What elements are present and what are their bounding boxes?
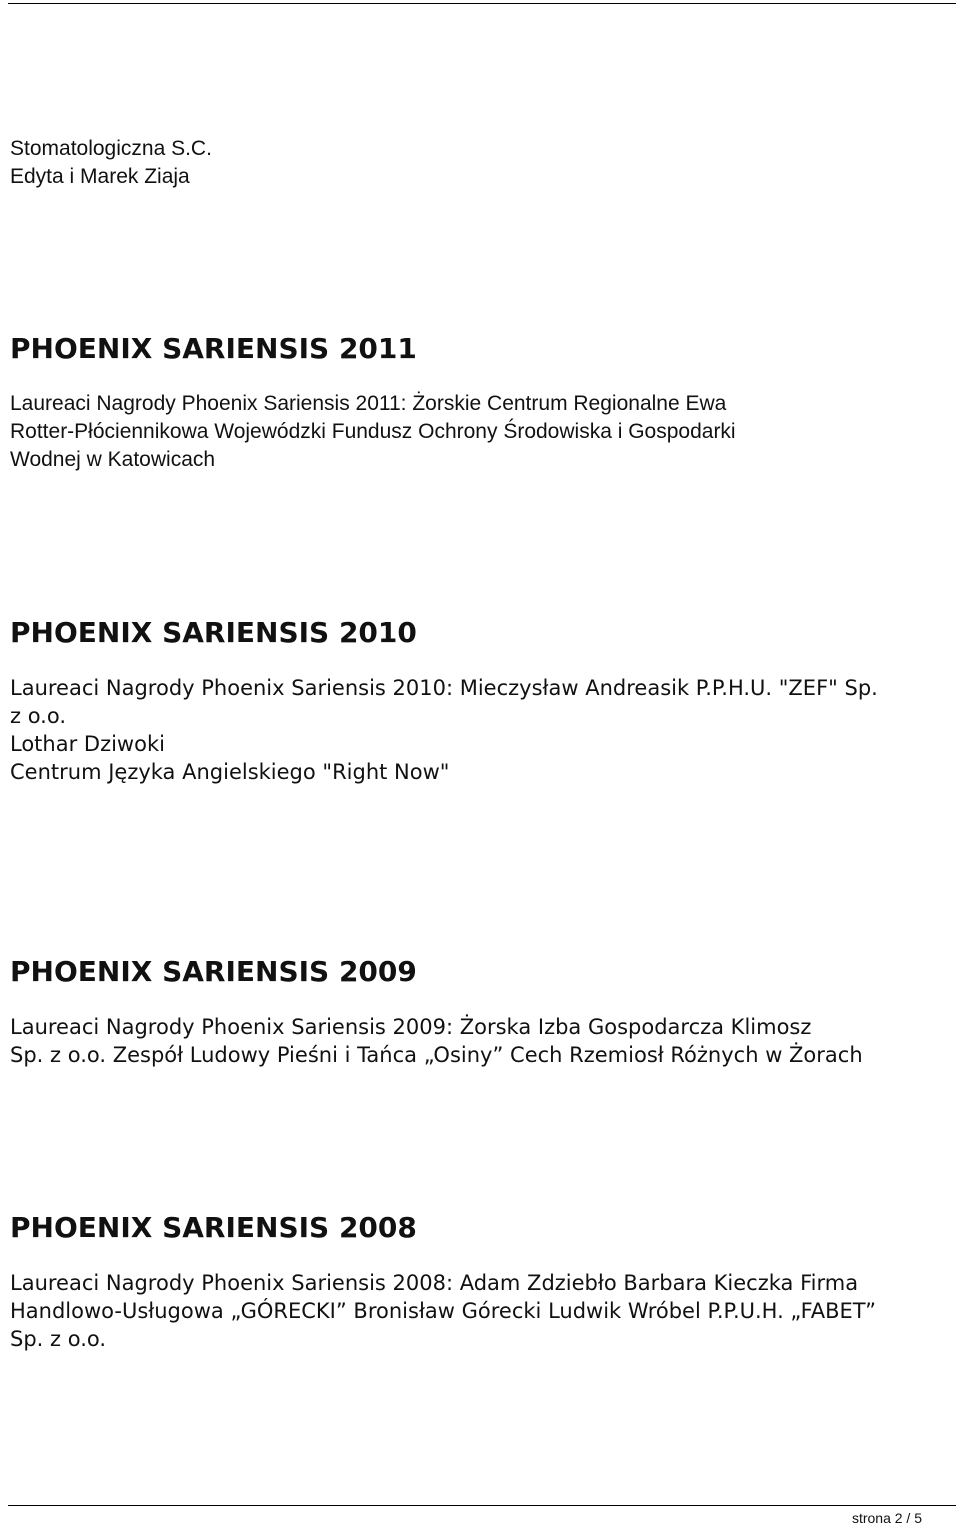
section-line: Laureaci Nagrody Phoenix Sariensis 2010: Mieczysław Andreasik P.P.H.U. "ZEF" Sp. [10, 676, 878, 700]
section-2009 [10, 955, 950, 1069]
section-line: Sp. z o.o. [10, 1327, 107, 1351]
section-line: Centrum Języka Angielskiego "Right Now" [10, 760, 450, 784]
section-2011 [10, 332, 950, 474]
section-line: Laureaci Nagrody Phoenix Sariensis 2011: Żorskie Centrum Regionalne Ewa [10, 392, 727, 415]
section-line: Laureaci Nagrody Phoenix Sariensis 2009: Żorska Izba Gospodarcza Klimosz [10, 1015, 812, 1039]
intro-block [10, 135, 950, 191]
intro-line: Stomatologiczna S.C. [10, 137, 212, 160]
section-2010 [10, 616, 950, 786]
section-line: Handlowo-Usługowa „GÓRECKI” Bronisław Górecki Ludwik Wróbel P.P.U.H. „FABET” [10, 1299, 877, 1323]
intro-line: Edyta i Marek Ziaja [10, 165, 190, 188]
section-line: z o.o. [10, 704, 67, 728]
page-number: strona 2 / 5 [851, 1510, 922, 1526]
section-2008 [10, 1211, 950, 1353]
section-line: Rotter-Płóciennikowa Wojewódzki Fundusz Ochrony Środowiska i Gospodarki [10, 420, 736, 443]
section-heading: PHOENIX SARIENSIS 2010 [10, 616, 417, 649]
section-line: Laureaci Nagrody Phoenix Sariensis 2008: Adam Zdziebło Barbara Kieczka Firma [10, 1271, 859, 1295]
section-line: Wodnej w Katowicach [10, 448, 216, 471]
section-line: Sp. z o.o. Zespół Ludowy Pieśni i Tańca „Osiny” Cech Rzemiosł Różnych w Żorach [10, 1043, 863, 1067]
bottom-rule [8, 1505, 956, 1506]
top-rule [8, 3, 956, 4]
section-heading: PHOENIX SARIENSIS 2009 [10, 955, 417, 988]
section-line: Lothar Dziwoki [10, 732, 165, 756]
section-heading: PHOENIX SARIENSIS 2008 [10, 1211, 417, 1244]
section-heading: PHOENIX SARIENSIS 2011 [10, 332, 417, 365]
